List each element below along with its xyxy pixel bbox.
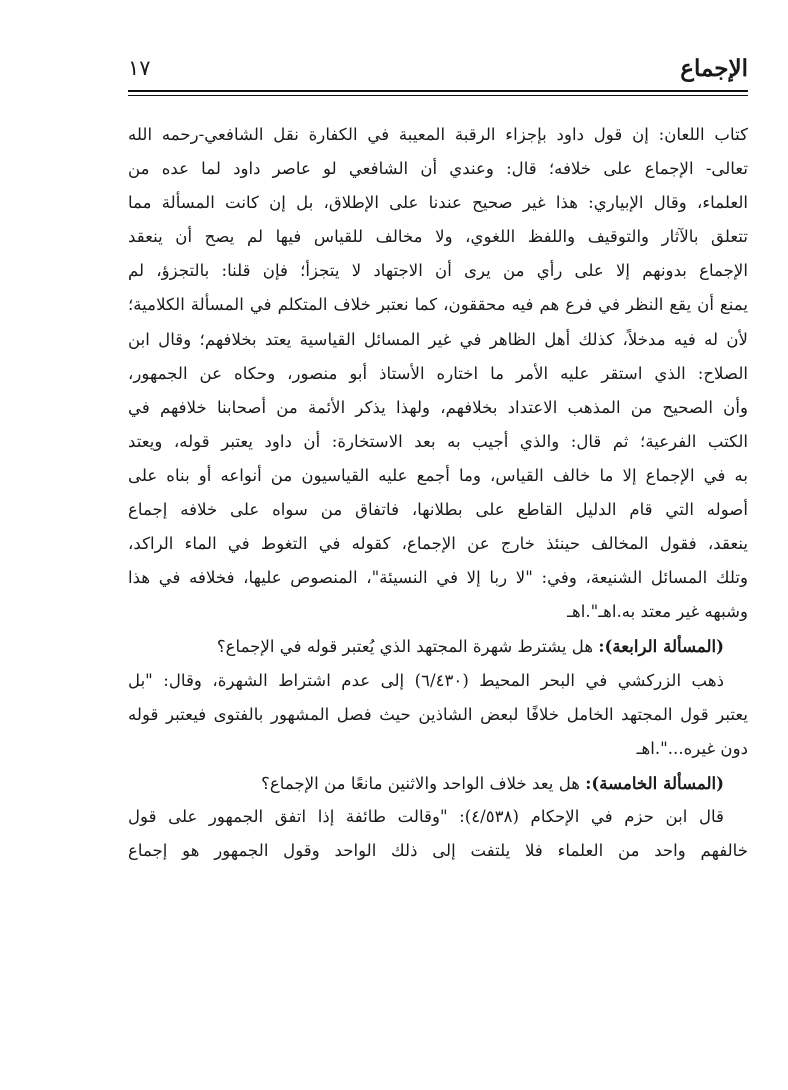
header-rule-thin — [128, 95, 748, 96]
issue-4-question: هل يشترط شهرة المجتهد الذي يُعتبر قوله في الإجماع؟ — [216, 637, 599, 657]
page-header — [128, 48, 748, 88]
issue-4-heading — [128, 629, 748, 663]
page-number: ١٧ — [128, 56, 151, 80]
text-line: لأن له فيه مدخلاً، كذلك أهل الظاهر في غير المسائل القياسية يعتد بخلافهم؛ وقال ابن — [128, 329, 748, 349]
issue-5-question: هل يعد خلاف الواحد والاثنين مانعًا من الإجماع؟ — [261, 773, 586, 793]
text-line: قال ابن حزم في الإحكام (٤/٥٣٨): "وقالت طائفة إذا اتفق الجمهور على قول — [128, 806, 724, 826]
text-line: وشبهه غير معتد به.اهـ".اهـ — [567, 602, 748, 622]
issue-4-label: (المسألة الرابعة): — [598, 636, 724, 657]
text-line: أصوله التي قام الدليل القاطع على بطلانها، فاتفاق من سواه على خلافه إجماع — [128, 500, 748, 520]
text-line: الإجماع بدونهم إلا على رأي من يرى أن الاجتهاد لا يتجزأ؛ فإن قلنا: بالتجزؤ، لم — [128, 261, 748, 281]
text-line: ينعقد، فقول المخالف حينئذ خارج عن الإجماع، كقوله في التغوط في الماء الراكد، — [128, 534, 748, 554]
page-body — [128, 118, 748, 868]
issue-5-heading — [128, 766, 748, 800]
text-line: دون غيره...".اهـ — [636, 738, 748, 758]
text-line: وأن الصحيح من المذهب الاعتداد بخلافهم، ولهذا يذكر الأئمة من أصحابنا خلافهم في — [128, 397, 748, 417]
text-line: كتاب اللعان: إن قول داود بإجزاء الرقبة المعيبة في الكفارة نقل الشافعي-رحمه الله — [128, 125, 748, 144]
text-line: يمنع أن يقع النظر في فرع هم فيه محققون، كما نعتبر خلاف المتكلم في المسألة الكلامية؛ — [128, 295, 748, 315]
issue-5-label: (المسألة الخامسة): — [585, 772, 724, 793]
text-line: ذهب الزركشي في البحر المحيط (٦/٤٣٠) إلى عدم اشتراط الشهرة، وقال: "بل — [128, 670, 724, 690]
chapter-title: الإجماع — [680, 54, 748, 82]
text-line: وتلك المسائل الشنيعة، وفي: "لا ربا إلا في النسيئة"، المنصوص عليها، فخلافه في هذا — [128, 568, 748, 588]
text-line: به في الإجماع إلا ما خالف القياس، وما أجمع عليه القياسيون من أنواعه أو بناه على — [128, 465, 748, 485]
text-line: تتعلق بالآثار والتوقيف واللفظ اللغوي، ولا مخالف للقياس فيها لم يصح أن ينعقد — [128, 227, 748, 247]
text-line: خالفهم واحد من العلماء فلا يلتفت إلى ذلك الواحد وقول الجمهور هو إجماع — [128, 840, 748, 860]
text-line: يعتبر قول المجتهد الخامل خلافًا لبعض الشاذين حيث فصل المشهور بالفتوى فيعتبر قوله — [128, 704, 748, 724]
text-line: تعالى- الإجماع على خلافه؛ قال: وعندي أن الشافعي لو عاصر داود لما عده من — [128, 159, 748, 179]
text-line: الصلاح: الذي استقر عليه الأمر ما اختاره الأستاذ أبو منصور، وحكاه عن الجمهور، — [128, 363, 748, 383]
text-line: الكتب الفرعية؛ ثم قال: والذي أجيب به بعد الاستخارة: أن داود يعتبر قوله، ويعتد — [128, 431, 748, 451]
text-line: العلماء، وقال الإبياري: هذا غير صحيح عندنا على الإطلاق، بل إن كانت المسألة مما — [128, 193, 748, 213]
header-rule-thick — [128, 90, 748, 92]
